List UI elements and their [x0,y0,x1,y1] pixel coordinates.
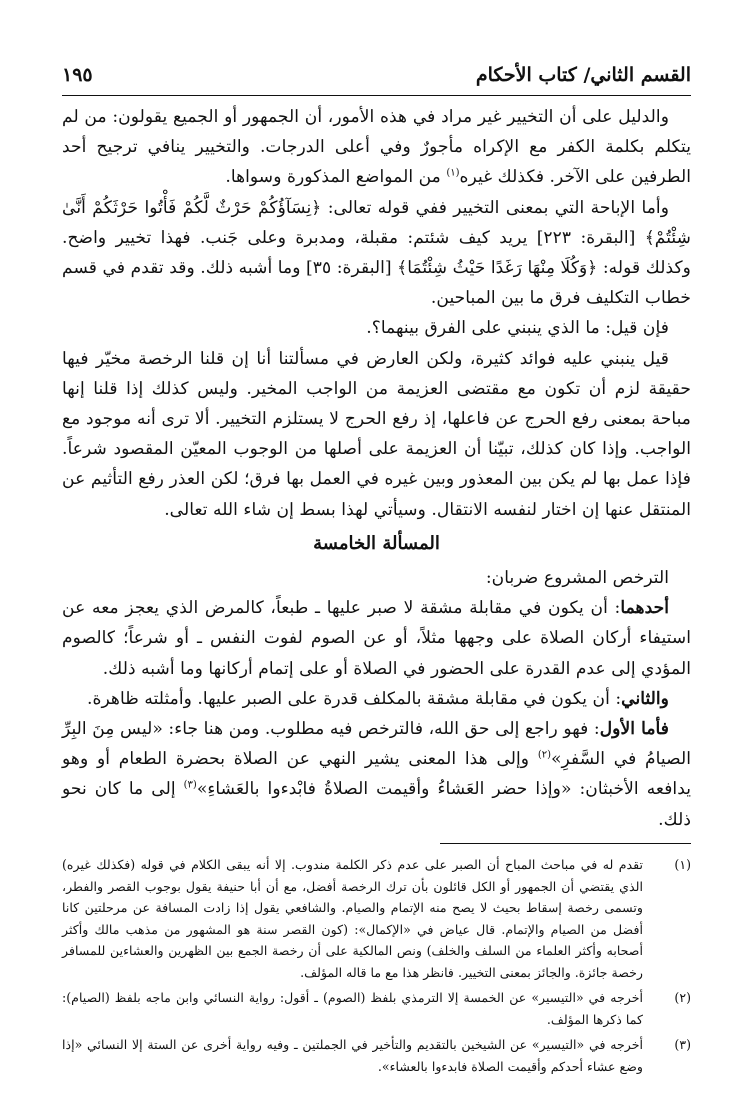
footnotes [62,854,691,1081]
header-rule [62,95,691,96]
page-header [62,56,691,96]
paragraph-4: قيل ينبني عليه فوائد كثيرة، ولكن العارض في مسألتنا أنا إن قلنا الرخصة مخيّر فيها حقيقة لزم أن تكون مع مقتضى العزيمة من الواجب المخير. وليس كذلك إذا قلنا إنها مباحة بمعنى رفع الحرج عن فاعلها، إذ رفع الحرج لا يستلزم التخيير. ألا ترى أنه موجود مع الواجب. وإذا كان كذلك، تبيّنا أن العزيمة على أصلها من الوجوب المعيّن المقصود شرعاً. فإذا عمل بها لم يكن بين المعذور وبين غيره في العمل بها فرق؛ لكن العذر رفع التأثيم عن المنتقل عنها إن اختار لنفسه الانتقال. وسيأتي لهذا بسط إن شاء الله تعالى. [62,348,691,520]
footnote-ref-1: (١) [446,167,460,179]
footnote-number: (١) [674,857,691,872]
footnote-1 [62,854,691,983]
footnote-number: (٢) [674,990,691,1005]
paragraph-3: فإن قيل: ما الذي ينبني على الفرق بينهما؟. [366,318,669,339]
paragraph-5: الترخص المشروع ضربان: [485,568,669,589]
paragraph-2: وأما الإباحة التي بمعنى التخيير ففي قوله تعالى: ﴿نِسَآؤُكُمْ حَرْثٌ لَّكُمْ فَأْتُوا حَرْثَكُمْ أَنَّىٰ شِئْتُمْ﴾ [البقرة: ٢٢٣] يريد كيف شئتم: مقبلة، ومدبرة وعلى جَنب. فهذا تخيير واضح. وكذلك قوله: ﴿وَكُلَا مِنْهَا رَغَدًا حَيْثُ شِئْتُمَا﴾ [البقرة: ٣٥] وما أشبه ذلك. وقد تقدم في قسم خطاب التكليف فرق ما بين المباحين. [62,197,691,309]
footnote-number: (٣) [674,1037,691,1052]
section-title: المسألة الخامسة [313,532,440,554]
running-title: القسم الثاني/ كتاب الأحكام [475,64,691,86]
paragraph-8: فأما الأول: فهو راجع إلى حق الله، فالترخص فيه مطلوب. ومن هنا جاء: «ليس مِنَ البِرِّ الصيامُ في السَّفرِ»$^{(٢)}$ وإلى هذا المعنى يشير النهي عن الصلاة بحضرة الطعام أو وهو يدافعه الأخبثان: «وإذا حضر العَشاءُ وأقيمت الصلاةُ فابْدءوا بالعَشاءِ»$^{(٣)}$ إلى ما كان نحو ذلك. [62,719,692,830]
footnote-2 [62,987,691,1030]
main-text [62,102,691,835]
footnote-text: تقدم له في مباحث المباح أن الصبر على عدم ذكر الكلمة مندوب. إلا أنه يبقى الكلام في قوله (فكذلك غيره) الذي يقتضي أن الجمهور أو الكل قائلون بأن ترك الرخصة أفضل، مع أن أبا حنيفة يقول بوجوب القصر والفطر، وتسمى رخصة إسقاط بحيث لا يصح منه الإتمام والصيام. والشافعي يقول إذا زادت المسافة عن مرحلتين كانا أفضل من الصيام والإتمام. قال عياض في «الإكمال»: (كون القصر سنة هو المشهور من مذهب مالك وأكثر أصحابه وأكثر العلماء من السلف والخلف) ونص المالكية على أن رخصة الجمع بين الظهرين والعشاءين للمسافر رخصة جائزة. والجائز بمعنى التخيير. فانظر هذا مع ما قاله المؤلف. [62,857,643,980]
paragraph-1: والدليل على أن التخيير غير مراد في هذه الأمور، أن الجمهور أو الجميع يقولون: من لم يتكلم بكلمة الكفر مع الإكراه مأجورٌ وفي أعلى الدرجات. والتخيير ينافي ترجيح أحد الطرفين على الآخر. فكذلك غيره$^{(١)}$ من المواضع المذكورة وسواها. [62,107,691,188]
footnote-separator [440,843,691,844]
footnote-ref-2: (٢) [537,749,551,761]
page-number: ١٩٥ [62,64,93,86]
footnote-ref-3: (٣) [183,779,197,791]
paragraph-7: والثاني: أن يكون في مقابلة مشقة بالمكلف قدرة على الصبر عليها. وأمثلته ظاهرة. [86,688,669,709]
paragraph-6: أحدهما: أن يكون في مقابلة مشقة لا صبر عليها ـ طبعاً، كالمرض الذي يعجز معه عن استيفاء أركان الصلاة على وجهها مثلاً، أو عن الصوم لفوت النفس ـ أو شرعاً؛ كالصوم المؤدي إلى عدم القدرة على الحضور في الصلاة أو على إتمام أركانها وما أشبه ذلك. [62,598,691,679]
footnote-3 [62,1034,691,1077]
footnote-text: أخرجه في «التيسير» عن الشيخين بالتقديم والتأخير في الجملتين ـ وفيه رواية أخرى عن الستة إلا النسائي «إذا وضع عشاء أحدكم وأقيمت الصلاة فابدءوا بالعشاء». [62,1037,643,1074]
footnote-text: أخرجه في «التيسير» عن الخمسة إلا الترمذي بلفظ (الصوم) ـ أقول: رواية النسائي وابن ماجه بلفظ (الصيام): كما ذكرها المؤلف. [62,990,643,1027]
